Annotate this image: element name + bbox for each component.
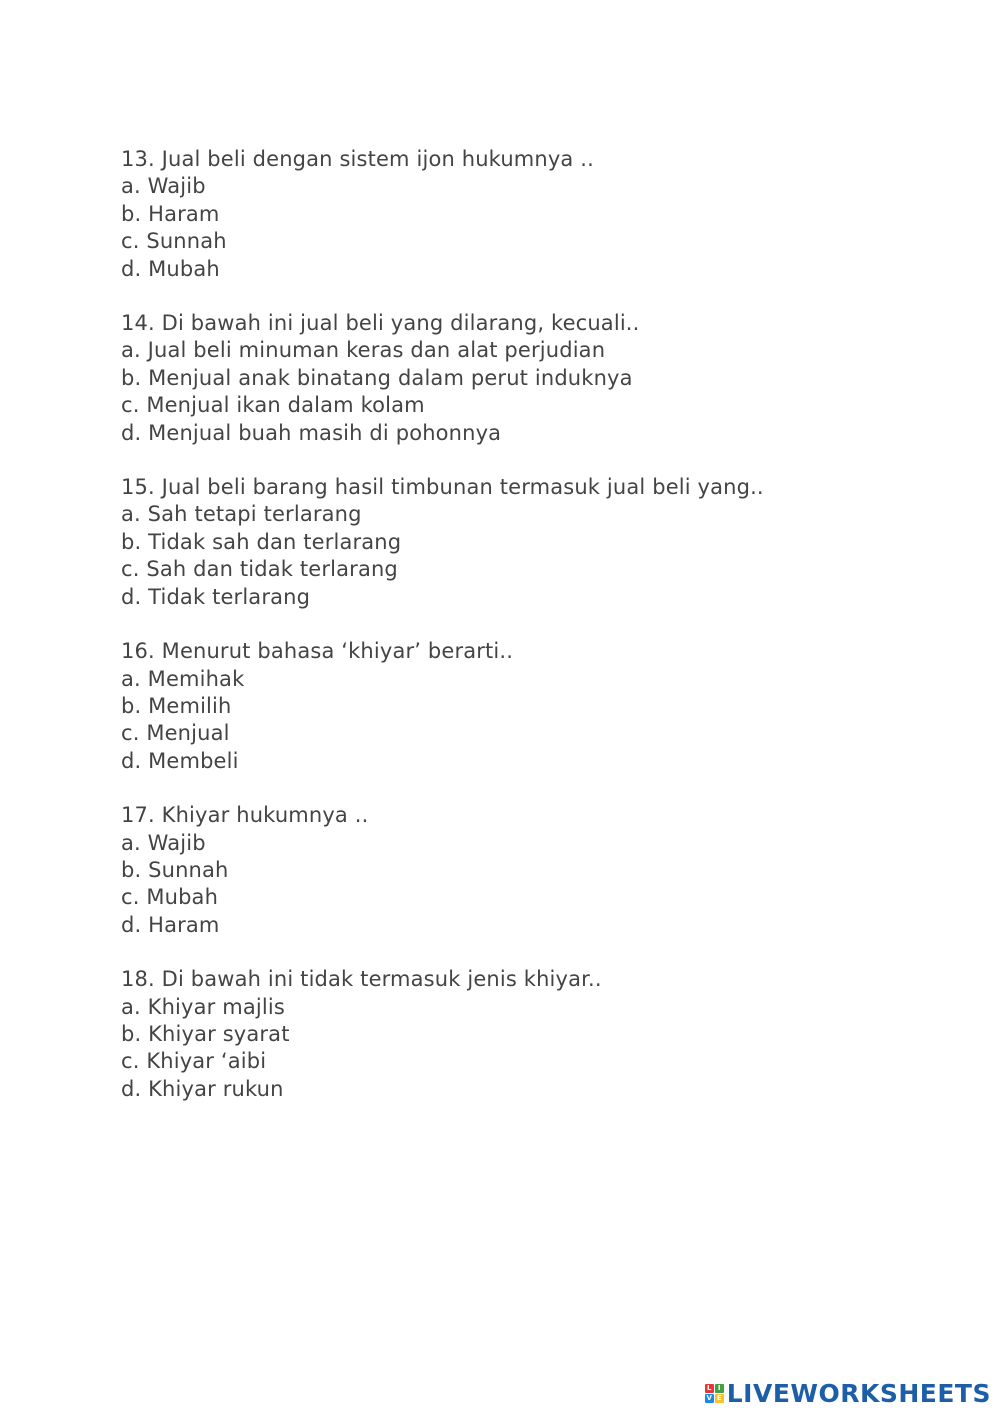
worksheet — [121, 146, 921, 1130]
logo-letter-e: E — [715, 1394, 724, 1403]
question-15 — [121, 474, 921, 611]
logo-letter-i: I — [715, 1384, 724, 1393]
question-16 — [121, 638, 921, 775]
answer-option: a. Wajib — [121, 830, 206, 855]
answer-option: d. Khiyar rukun — [121, 1076, 284, 1101]
question-prompt: 18. Di bawah ini tidak termasuk jenis khiyar.. — [121, 967, 602, 992]
answer-option: b. Menjual anak binatang dalam perut induknya — [121, 365, 633, 390]
logo-letter-v: V — [706, 1393, 712, 1402]
answer-option: b. Haram — [121, 201, 220, 226]
answer-option: d. Mubah — [121, 256, 220, 281]
answer-option: b. Khiyar syarat — [121, 1021, 290, 1046]
answer-option: a. Memihak — [121, 666, 245, 691]
answer-option: b. Sunnah — [121, 857, 229, 882]
answer-option: b. Tidak sah dan terlarang — [121, 529, 402, 554]
liveworksheets-logo-icon — [705, 1384, 724, 1403]
question-prompt: 15. Jual beli barang hasil timbunan termasuk jual beli yang.. — [121, 475, 764, 500]
logo-letter-l: L — [705, 1384, 714, 1393]
answer-option: d. Membeli — [121, 748, 239, 773]
answer-option: d. Menjual buah masih di pohonnya — [121, 420, 502, 445]
question-17 — [121, 802, 921, 939]
question-prompt: 14. Di bawah ini jual beli yang dilarang, kecuali.. — [121, 311, 640, 336]
answer-option: a. Sah tetapi terlarang — [121, 502, 362, 527]
answer-option: c. Menjual ikan dalam kolam — [121, 393, 425, 418]
answer-option: c. Sunnah — [121, 229, 227, 254]
answer-option: c. Sah dan tidak terlarang — [121, 557, 398, 582]
question-prompt: 13. Jual beli dengan sistem ijon hukumnya .. — [121, 147, 594, 171]
answer-option: c. Khiyar ‘aibi — [121, 1049, 267, 1074]
answer-option: a. Wajib — [121, 174, 206, 199]
question-prompt: 17. Khiyar hukumnya .. — [121, 803, 369, 828]
liveworksheets-brand — [705, 1379, 991, 1407]
brand-name: LIVEWORKSHEETS — [726, 1378, 991, 1408]
question-18 — [121, 966, 921, 1103]
answer-option: b. Memilih — [121, 693, 232, 718]
answer-option: c. Menjual — [121, 721, 230, 746]
answer-option: a. Khiyar majlis — [121, 994, 285, 1019]
answer-option: c. Mubah — [121, 885, 219, 910]
answer-option: d. Haram — [121, 912, 220, 937]
question-14 — [121, 310, 921, 447]
answer-option: a. Jual beli minuman keras dan alat perjudian — [121, 338, 606, 363]
answer-option: d. Tidak terlarang — [121, 584, 311, 609]
question-13 — [121, 146, 921, 283]
question-prompt: 16. Menurut bahasa ‘khiyar’ berarti.. — [121, 639, 514, 664]
